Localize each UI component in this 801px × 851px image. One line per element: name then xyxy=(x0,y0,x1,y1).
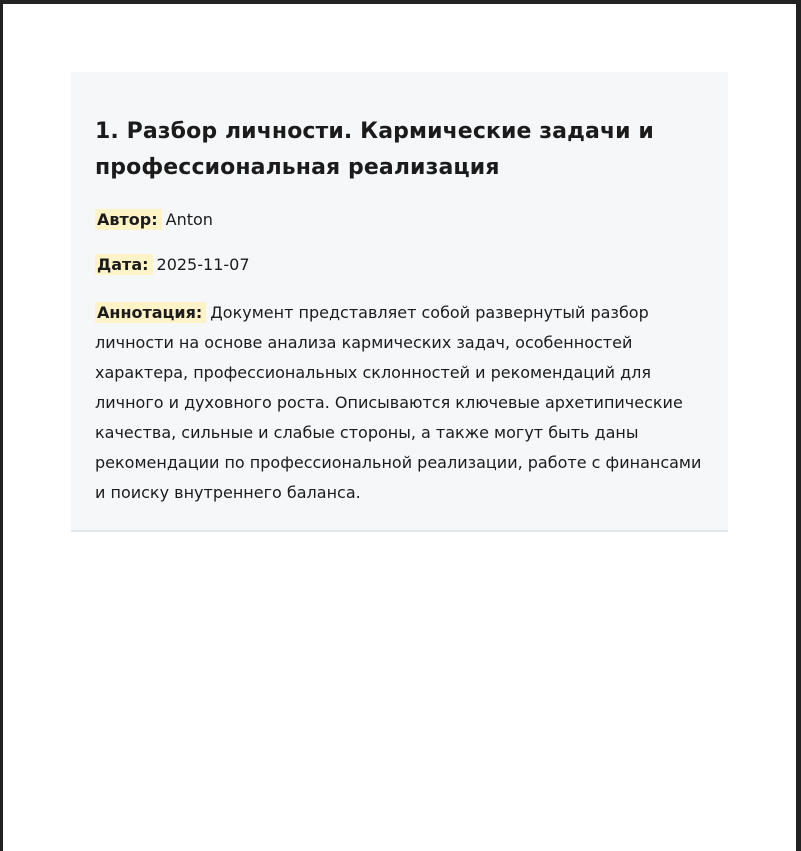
author-label: Автор: xyxy=(95,209,162,230)
date-row xyxy=(95,253,704,277)
date-label: Дата: xyxy=(95,254,153,275)
annotation-text: Документ представляет собой развернутый разбор личности на основе анализа кармических задач, особенностей характера, профессиональных склонностей и рекомендаций для личного и духовного роста. Описываются ключевые архетипические качества, сильные и слабые стороны, а также могут быть даны рекомендации по профессиональной реализации, работе с финансами и поиску внутреннего баланса. xyxy=(95,303,702,502)
annotation-row xyxy=(95,298,704,508)
document-page xyxy=(3,4,796,851)
document-title: 1. Разбор личности. Кармические задачи и профессиональная реализация xyxy=(95,119,654,180)
annotation-label: Аннотация: xyxy=(95,302,206,323)
date-value: 2025-11-07 xyxy=(156,255,250,274)
document-info-card xyxy=(71,72,728,532)
author-value: Anton xyxy=(165,210,213,229)
author-row xyxy=(95,208,704,232)
